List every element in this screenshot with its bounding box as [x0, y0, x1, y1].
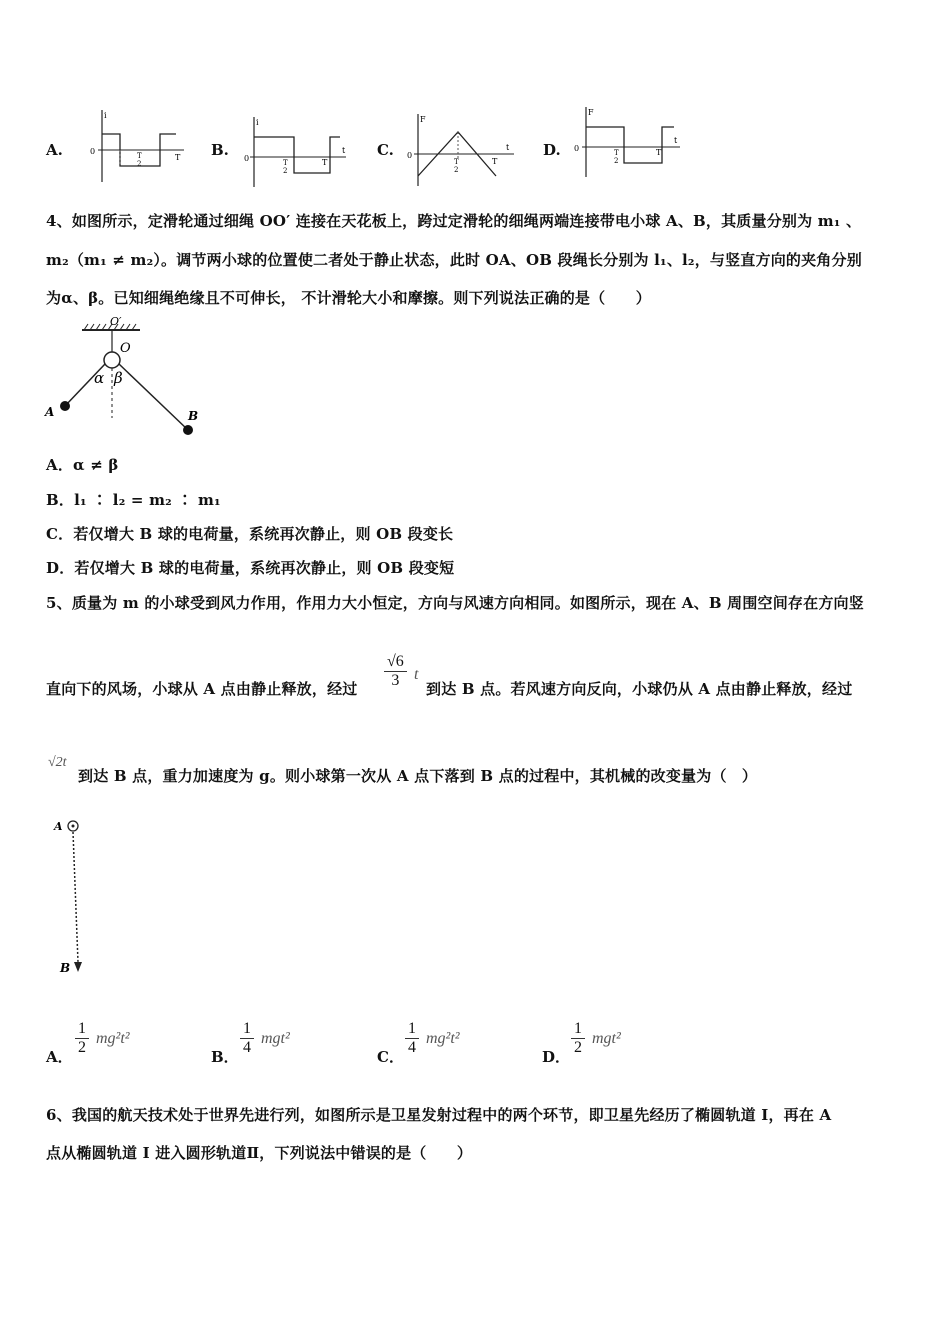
q5-option-c-fraction: $\frac{1}{4}$: [405, 1020, 419, 1057]
q4-option-d: D．若仅增大 B 球的电荷量，系统再次静止，则 OB 段变短: [46, 559, 455, 577]
q3-option-d-label: D.: [543, 141, 561, 159]
q4-line-2: m₂（m₁ ≠ m₂）。调节两小球的位置使二者处于静止状态，此时 OA、OB 段绳长分别为 l₁、l₂，与竖直方向的夹角分别: [46, 251, 862, 269]
svg-text:T: T: [283, 159, 288, 167]
q3-option-c-label: C.: [377, 141, 394, 159]
q5-sqrt2t: √2t: [48, 755, 67, 770]
q5-option-a-fraction: $\frac{1}{2}$: [75, 1020, 89, 1057]
svg-text:T: T: [175, 153, 181, 162]
svg-text:t: t: [674, 136, 678, 145]
svg-text:i: i: [104, 111, 107, 120]
q3-option-b-graph: [242, 115, 352, 190]
q5-ab-diagram: [50, 812, 100, 982]
q5-line-1: 5、质量为 m 的小球受到风力作用，作用力大小恒定，方向与风速方向相同。如图所示，现在 A、B 周围空间存在方向竖: [46, 594, 864, 612]
q3-option-d-graph: [572, 105, 687, 180]
q4-option-b: B．l₁ ∶ l₂ = m₂ ∶ m₁: [46, 491, 221, 509]
q4-pulley-diagram: [40, 316, 210, 441]
svg-text:F: F: [420, 115, 426, 124]
svg-text:t: t: [506, 143, 510, 152]
svg-text:β: β: [114, 369, 123, 387]
q3-option-a-label: A.: [46, 141, 63, 159]
svg-text:O′: O′: [110, 316, 122, 328]
q5-line-2-end: 到达 B 点。若风速方向反向，小球仍从 A 点由静止释放，经过: [426, 680, 853, 698]
svg-text:T: T: [614, 149, 619, 157]
q4-line-3: 为α、β。已知细绳绝缘且不可伸长， 不计滑轮大小和摩擦。则下列说法正确的是（ ）: [46, 289, 651, 307]
q4-option-c: C．若仅增大 B 球的电荷量，系统再次静止，则 OB 段变长: [46, 525, 454, 543]
q5-line-2-start: 直向下的风场，小球从 A 点由静止释放，经过: [46, 680, 358, 698]
svg-text:T: T: [656, 148, 662, 157]
svg-text:T: T: [492, 157, 498, 166]
q5-time-fraction: $\frac{√6}{3}$: [384, 653, 407, 690]
svg-text:2: 2: [137, 160, 142, 168]
q5-time-variable: t: [414, 666, 419, 683]
svg-text:2: 2: [454, 166, 459, 174]
q6-line-2: 点从椭圆轨道 I 进入圆形轨道Ⅱ，下列说法中错误的是（ ）: [46, 1144, 473, 1162]
q3-option-c-graph: [404, 112, 519, 190]
q5-option-d-label: D．: [542, 1048, 571, 1066]
q4-option-a: A．α ≠ β: [46, 456, 119, 474]
q5-option-b-expr: mgt²: [261, 1030, 290, 1047]
svg-text:A: A: [45, 405, 55, 419]
q4-line-1: 4、如图所示，定滑轮通过细绳 OO′ 连接在天花板上，跨过定滑轮的细绳两端连接带电小球 A、B，其质量分别为 m₁ 、: [46, 212, 862, 230]
svg-text:A: A: [54, 820, 63, 833]
svg-text:T: T: [454, 158, 459, 166]
q3-option-b-label: B.: [211, 141, 229, 159]
q5-option-a-expr: mg²t²: [96, 1030, 130, 1047]
q5-option-d-expr: mgt²: [592, 1030, 621, 1047]
svg-text:T: T: [322, 158, 328, 167]
q5-line-3: 到达 B 点，重力加速度为 g。则小球第一次从 A 点下落到 B 点的过程中，其机械的改变量为（ ）: [78, 767, 758, 785]
svg-text:2: 2: [283, 167, 288, 175]
svg-text:0: 0: [407, 151, 413, 160]
q5-option-c-label: C．: [377, 1048, 404, 1066]
svg-text:i: i: [256, 118, 259, 127]
q3-option-a-graph: [88, 108, 188, 188]
svg-text:0: 0: [244, 154, 250, 163]
svg-text:t: t: [342, 146, 346, 155]
svg-text:2: 2: [614, 157, 619, 165]
svg-text:B: B: [60, 961, 71, 975]
svg-text:α: α: [94, 369, 105, 387]
q5-option-c-expr: mg²t²: [426, 1030, 460, 1047]
svg-text:T: T: [137, 152, 142, 160]
svg-text:F: F: [588, 108, 594, 117]
q5-option-b-label: B．: [211, 1048, 239, 1066]
q5-option-b-fraction: $\frac{1}{4}$: [240, 1020, 254, 1057]
svg-text:B: B: [188, 409, 199, 423]
svg-text:O: O: [120, 341, 131, 356]
q5-option-a-label: A．: [46, 1048, 73, 1066]
q5-option-d-fraction: $\frac{1}{2}$: [571, 1020, 585, 1057]
q6-line-1: 6、我国的航天技术处于世界先进行列，如图所示是卫星发射过程中的两个环节，即卫星先经历了椭圆轨道 I，再在 A: [46, 1106, 832, 1124]
svg-text:0: 0: [574, 144, 580, 153]
svg-text:0: 0: [90, 147, 96, 156]
